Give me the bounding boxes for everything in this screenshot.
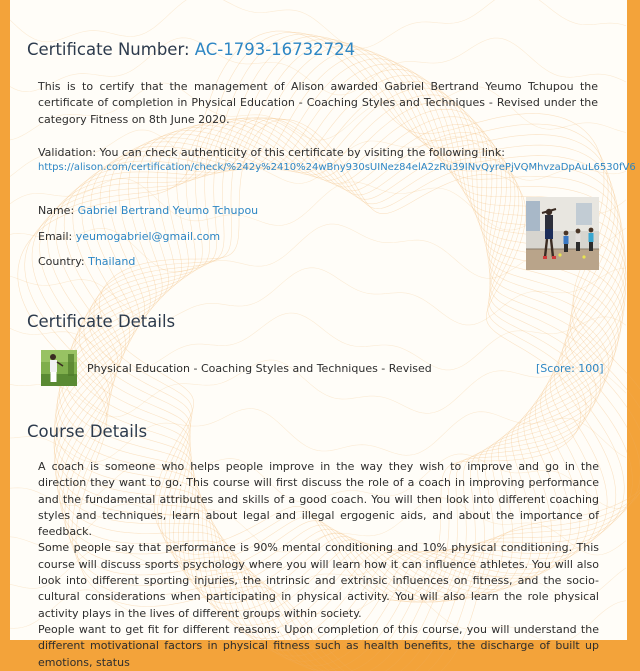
validation-link[interactable]: https://alison.com/certification/check/%242y%2410%24wBny930sUINez84elA2zRu39INvQyrePjVQMhvzaDpAuL6530fV6: [38, 162, 636, 173]
certificate-sheet: [10, 0, 636, 669]
course-thumbnail: [41, 350, 77, 386]
certificate-number-label: Certificate Number:: [27, 40, 190, 59]
learner-country[interactable]: Thailand: [88, 255, 136, 268]
learner-photo: [526, 197, 599, 270]
certificate-number-heading: [27, 40, 355, 59]
email-label: Email:: [38, 230, 73, 243]
name-label: Name:: [38, 204, 75, 217]
course-description-paragraph: People want to get fit for different reasons. Upon completion of this course, you will understand the different motivational factors in physical fitness such as health benefits, the discharge of built up emotions, status: [38, 622, 599, 669]
learner-name[interactable]: Gabriel Bertrand Yeumo Tchupou: [77, 204, 259, 217]
learner-email[interactable]: yeumogabriel@gmail.com: [75, 230, 221, 243]
email-row: [38, 230, 220, 243]
certificate-details-heading: Certificate Details: [27, 312, 176, 331]
country-row: [38, 255, 135, 268]
country-label: Country:: [38, 255, 85, 268]
certify-statement: This is to certify that the management of Alison awarded Gabriel Bertrand Yeumo Tchupou the certificate of completion in Physical Education - Coaching Styles and Techniques - Revised under the category Fitness on 8th June 2020.: [38, 80, 598, 126]
course-name[interactable]: Physical Education - Coaching Styles and Techniques - Revised: [87, 362, 432, 375]
name-row: [38, 204, 258, 217]
course-description-paragraph: Some people say that performance is 90% mental conditioning and 10% physical conditioning. This course will discuss sports psychology where you will learn how it can influence athletes. You will also look into different sporting injuries, the intrinsic and extrinsic influences on fitness, and the socio-cultural considerations when participating in physical activity. You will also learn the role physical activity plays in the lives of different groups within society.: [38, 541, 599, 620]
course-score: [Score: 100]: [536, 362, 604, 375]
course-description-paragraph: A coach is someone who helps people improve in the way they wish to improve and go in the direction they want to go. This course will first discuss the role of a coach in improving performance and the fundamental attributes and skills of a good coach. You will then look into different coaching styles and techniques, learn about legal and illegal ergogenic aids, and about the importance of feedback.: [38, 460, 599, 539]
certificate-number-value: AC-1793-16732724: [194, 40, 356, 59]
validation-label: Validation: You can check authenticity of this certificate by visiting the following link:: [38, 146, 505, 159]
course-description: [38, 459, 599, 671]
course-details-heading: Course Details: [27, 422, 148, 441]
